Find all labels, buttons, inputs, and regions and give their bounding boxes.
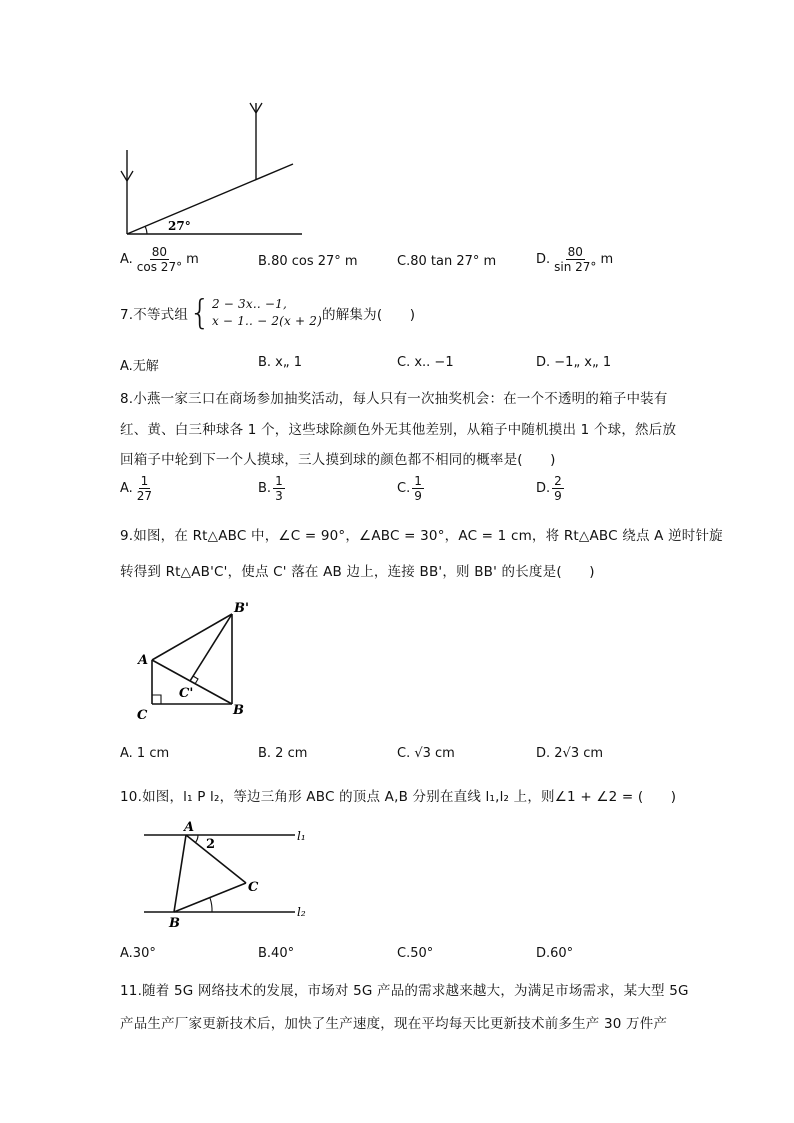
fraction bbox=[135, 474, 154, 503]
option-text: 80 cos 27° m bbox=[271, 254, 358, 269]
label-l2: l₂ bbox=[297, 905, 306, 919]
inequality-2: x − 1.. − 2(x + 2) bbox=[211, 314, 323, 328]
q9-option-b[interactable]: B. 2 cm bbox=[258, 746, 308, 761]
fraction bbox=[552, 245, 598, 274]
fraction bbox=[273, 474, 285, 503]
q6-option-d[interactable] bbox=[536, 245, 613, 274]
denominator: 27 bbox=[136, 489, 153, 503]
fraction bbox=[552, 474, 564, 503]
denominator: cos 27° bbox=[136, 260, 183, 274]
option-letter: C. bbox=[397, 254, 411, 269]
q7-stem bbox=[120, 293, 416, 333]
label-b1: B' bbox=[234, 601, 249, 616]
q8-line-2: 红、黄、白三种球各 1 个，这些球除颜色外无其他差别，从箱子中随机摸出 1 个球，然后放 bbox=[120, 422, 677, 438]
option-letter: A. bbox=[120, 252, 133, 267]
denominator: 9 bbox=[414, 489, 422, 503]
q11-line-1: 11.随着 5G 网络技术的发展，市场对 5G 产品的需求越来越大，为满足市场需求，某大型 5G bbox=[120, 983, 689, 999]
q9-line-2: 转得到 Rt△AB'C'，使点 C' 落在 AB 边上，连接 BB'，则 BB' 的长度是( ) bbox=[120, 564, 595, 580]
q7-option-c[interactable]: C. x.. −1 bbox=[397, 355, 454, 370]
q9-option-d[interactable]: D. 2√3 cm bbox=[536, 746, 604, 761]
numerator: 80 bbox=[567, 245, 583, 259]
q7-option-d[interactable]: D. −1„ x„ 1 bbox=[536, 355, 612, 370]
label-c: C bbox=[137, 708, 148, 723]
denominator: sin 27° bbox=[554, 260, 597, 274]
inequality-system bbox=[212, 296, 322, 330]
right-angle-mark-c bbox=[152, 695, 161, 704]
angle-1-arc bbox=[210, 898, 212, 912]
denominator: 3 bbox=[275, 489, 283, 503]
slope-line bbox=[127, 164, 293, 234]
denominator: 9 bbox=[554, 489, 562, 503]
numerator: 1 bbox=[275, 474, 283, 488]
q6-option-b[interactable] bbox=[258, 254, 358, 269]
segment-b1c1 bbox=[190, 614, 232, 681]
q7-option-a[interactable]: A.无解 bbox=[120, 359, 159, 374]
q9-figure bbox=[132, 598, 257, 723]
label-a: A bbox=[138, 653, 149, 668]
angle-2-arc bbox=[195, 835, 198, 843]
unit: m bbox=[186, 252, 199, 267]
q6-figure bbox=[110, 95, 310, 240]
q11-line-2: 产品生产厂家更新技术后，加快了生产速度，现在平均每天比更新技术前多生产 30 万件产 bbox=[120, 1016, 668, 1032]
side-ab bbox=[174, 835, 186, 912]
side-bc bbox=[174, 883, 246, 912]
label-c: C bbox=[248, 880, 259, 895]
q8-option-c[interactable] bbox=[397, 474, 424, 503]
q8-option-a[interactable] bbox=[120, 474, 154, 503]
q10-option-c[interactable]: C.50° bbox=[397, 946, 434, 961]
segment-ab1 bbox=[152, 614, 232, 660]
q6-option-a[interactable] bbox=[120, 245, 199, 274]
q9-option-a[interactable]: A. 1 cm bbox=[120, 746, 170, 761]
q10-option-d[interactable]: D.60° bbox=[536, 946, 574, 961]
option-letter: D. bbox=[536, 481, 551, 496]
q8-line-3: 回箱子中轮到下一个人摸球，三人摸到球的颜色都不相同的概率是( ) bbox=[120, 452, 556, 468]
q8-line-1: 8.小燕一家三口在商场参加抽奖活动，每人只有一次抽奖机会：在一个不透明的箱子中装有 bbox=[120, 391, 668, 407]
label-b: B bbox=[233, 703, 244, 718]
q7-stem-end: 的解集为( ) bbox=[322, 307, 416, 323]
option-letter: B. bbox=[258, 254, 272, 269]
label-l1: l₁ bbox=[297, 829, 306, 843]
numerator: 1 bbox=[140, 474, 149, 488]
brace-icon: { bbox=[189, 293, 211, 333]
numerator: 80 bbox=[151, 245, 168, 259]
angle-arc bbox=[145, 226, 147, 234]
option-letter: A. bbox=[120, 481, 133, 496]
inequality-1: 2 − 3x.. −1, bbox=[211, 297, 288, 311]
q6-option-c[interactable] bbox=[397, 254, 496, 269]
q10-option-b[interactable]: B.40° bbox=[258, 946, 295, 961]
q8-option-b[interactable] bbox=[258, 474, 285, 503]
q8-option-d[interactable] bbox=[536, 474, 564, 503]
label-c1: C' bbox=[179, 686, 194, 701]
q10-stem: 10.如图，l₁ P l₂，等边三角形 ABC 的顶点 A,B 分别在直线 l₁,l₂ 上，则∠1 + ∠2 = ( ) bbox=[120, 789, 677, 805]
option-letter: C. bbox=[397, 481, 411, 496]
option-letter: D. bbox=[536, 252, 551, 267]
option-letter: B. bbox=[258, 481, 272, 496]
q7-option-b[interactable]: B. x„ 1 bbox=[258, 355, 303, 370]
label-a: A bbox=[184, 820, 195, 835]
angle-label: 27° bbox=[168, 219, 191, 233]
q7-stem-start: 7.不等式组 bbox=[120, 307, 189, 323]
label-angle-2: 2 bbox=[206, 837, 216, 852]
fraction bbox=[412, 474, 424, 503]
q9-option-c[interactable]: C. √3 cm bbox=[397, 746, 455, 761]
q10-figure bbox=[140, 820, 320, 935]
numerator: 1 bbox=[414, 474, 422, 488]
q9-line-1: 9.如图，在 Rt△ABC 中，∠C = 90°，∠ABC = 30°，AC = 1 cm，将 Rt△ABC 绕点 A 逆时针旋 bbox=[120, 528, 723, 544]
unit: m bbox=[600, 252, 614, 267]
label-b: B bbox=[169, 916, 180, 931]
fraction bbox=[135, 245, 184, 274]
option-text: 80 tan 27° m bbox=[410, 254, 497, 269]
q10-option-a[interactable]: A.30° bbox=[120, 946, 156, 961]
numerator: 2 bbox=[554, 474, 562, 488]
